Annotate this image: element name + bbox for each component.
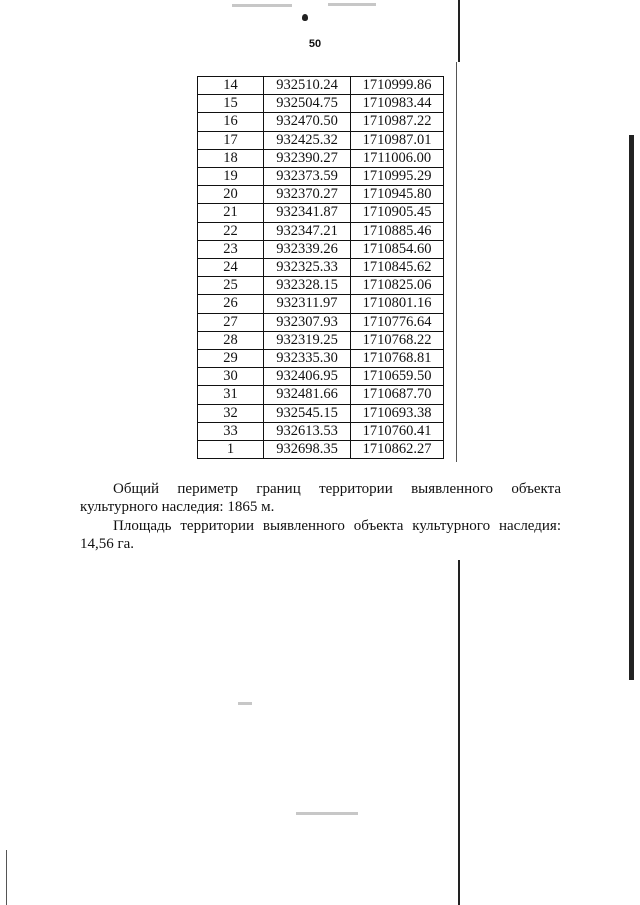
page-number: 50 <box>308 38 322 50</box>
coordinates-table <box>197 76 444 459</box>
perimeter-word: границ <box>256 481 301 497</box>
y-coordinate-cell: 1710983.44 <box>351 95 444 113</box>
table-row <box>198 295 444 313</box>
table-row <box>198 204 444 222</box>
table-row <box>198 149 444 167</box>
y-coordinate-cell: 1710760.41 <box>351 422 444 440</box>
x-coordinate-cell: 932341.87 <box>264 204 351 222</box>
table-row <box>198 422 444 440</box>
table-row <box>198 404 444 422</box>
table-row <box>198 277 444 295</box>
scan-mark <box>302 14 308 21</box>
x-coordinate-cell: 932373.59 <box>264 168 351 186</box>
y-coordinate-cell: 1710687.70 <box>351 386 444 404</box>
y-coordinate-cell: 1710862.27 <box>351 441 444 459</box>
margin-line-table-edge <box>456 62 457 462</box>
x-coordinate-cell: 932370.27 <box>264 186 351 204</box>
x-coordinate-cell: 932545.15 <box>264 404 351 422</box>
point-number-cell: 33 <box>198 422 264 440</box>
x-coordinate-cell: 932470.50 <box>264 113 351 131</box>
point-number-cell: 25 <box>198 277 264 295</box>
point-number-cell: 17 <box>198 131 264 149</box>
perimeter-word: территории <box>319 481 393 497</box>
y-coordinate-cell: 1710825.06 <box>351 277 444 295</box>
table-row <box>198 313 444 331</box>
perimeter-line-1 <box>80 480 561 498</box>
margin-line-lower <box>458 560 460 905</box>
y-coordinate-cell: 1710768.22 <box>351 331 444 349</box>
point-number-cell: 20 <box>198 186 264 204</box>
scan-noise-bottom <box>296 812 358 815</box>
point-number-cell: 28 <box>198 331 264 349</box>
table-row <box>198 331 444 349</box>
area-line-1: Площадь территории выявленного объекта культурного наследия: <box>113 518 561 534</box>
point-number-cell: 14 <box>198 77 264 95</box>
point-number-cell: 16 <box>198 113 264 131</box>
point-number-cell: 22 <box>198 222 264 240</box>
x-coordinate-cell: 932406.95 <box>264 368 351 386</box>
y-coordinate-cell: 1710854.60 <box>351 240 444 258</box>
point-number-cell: 23 <box>198 240 264 258</box>
scan-noise-middle <box>238 702 252 705</box>
point-number-cell: 1 <box>198 441 264 459</box>
area-paragraph <box>80 517 561 553</box>
right-edge-bar <box>629 135 634 680</box>
point-number-cell: 27 <box>198 313 264 331</box>
x-coordinate-cell: 932325.33 <box>264 259 351 277</box>
y-coordinate-cell: 1710845.62 <box>351 259 444 277</box>
table-row <box>198 368 444 386</box>
y-coordinate-cell: 1710945.80 <box>351 186 444 204</box>
y-coordinate-cell: 1710885.46 <box>351 222 444 240</box>
point-number-cell: 31 <box>198 386 264 404</box>
y-coordinate-cell: 1710659.50 <box>351 368 444 386</box>
x-coordinate-cell: 932335.30 <box>264 350 351 368</box>
y-coordinate-cell: 1710768.81 <box>351 350 444 368</box>
point-number-cell: 32 <box>198 404 264 422</box>
point-number-cell: 18 <box>198 149 264 167</box>
perimeter-word: выявленного <box>411 481 493 497</box>
table-row <box>198 113 444 131</box>
x-coordinate-cell: 932339.26 <box>264 240 351 258</box>
x-coordinate-cell: 932319.25 <box>264 331 351 349</box>
point-number-cell: 30 <box>198 368 264 386</box>
y-coordinate-cell: 1710801.16 <box>351 295 444 313</box>
point-number-cell: 19 <box>198 168 264 186</box>
perimeter-word: периметр <box>177 481 239 497</box>
table-row <box>198 350 444 368</box>
y-coordinate-cell: 1710987.22 <box>351 113 444 131</box>
point-number-cell: 26 <box>198 295 264 313</box>
table-row <box>198 441 444 459</box>
y-coordinate-cell: 1710999.86 <box>351 77 444 95</box>
x-coordinate-cell: 932311.97 <box>264 295 351 313</box>
x-coordinate-cell: 932390.27 <box>264 149 351 167</box>
x-coordinate-cell: 932510.24 <box>264 77 351 95</box>
table-row <box>198 386 444 404</box>
left-edge-line <box>6 850 7 905</box>
y-coordinate-cell: 1710987.01 <box>351 131 444 149</box>
x-coordinate-cell: 932307.93 <box>264 313 351 331</box>
y-coordinate-cell: 1710776.64 <box>351 313 444 331</box>
point-number-cell: 29 <box>198 350 264 368</box>
scan-noise-top-right <box>328 3 376 6</box>
scan-noise-top <box>232 4 292 7</box>
margin-line-upper <box>458 0 460 62</box>
perimeter-word: Общий <box>113 481 160 497</box>
y-coordinate-cell: 1710693.38 <box>351 404 444 422</box>
perimeter-word: объекта <box>511 481 561 497</box>
y-coordinate-cell: 1710995.29 <box>351 168 444 186</box>
y-coordinate-cell: 1710905.45 <box>351 204 444 222</box>
table-row <box>198 259 444 277</box>
x-coordinate-cell: 932347.21 <box>264 222 351 240</box>
point-number-cell: 21 <box>198 204 264 222</box>
x-coordinate-cell: 932328.15 <box>264 277 351 295</box>
perimeter-paragraph <box>80 480 561 516</box>
x-coordinate-cell: 932504.75 <box>264 95 351 113</box>
x-coordinate-cell: 932613.53 <box>264 422 351 440</box>
table-row <box>198 168 444 186</box>
x-coordinate-cell: 932425.32 <box>264 131 351 149</box>
point-number-cell: 24 <box>198 259 264 277</box>
table-row <box>198 186 444 204</box>
table-row <box>198 77 444 95</box>
area-line-2: 14,56 га. <box>80 536 135 552</box>
table-row <box>198 240 444 258</box>
perimeter-line-2: культурного наследия: 1865 м. <box>80 499 275 515</box>
table-row <box>198 95 444 113</box>
y-coordinate-cell: 1711006.00 <box>351 149 444 167</box>
table-row <box>198 222 444 240</box>
x-coordinate-cell: 932481.66 <box>264 386 351 404</box>
point-number-cell: 15 <box>198 95 264 113</box>
x-coordinate-cell: 932698.35 <box>264 441 351 459</box>
table-row <box>198 131 444 149</box>
